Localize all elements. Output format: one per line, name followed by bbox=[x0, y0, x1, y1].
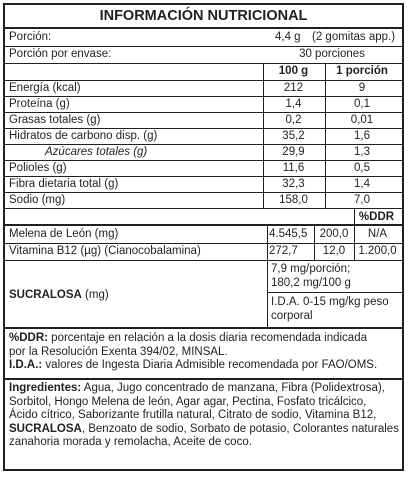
nutrient-name: Fibra dietaria total (g) bbox=[9, 178, 119, 190]
divider bbox=[267, 292, 402, 293]
extra-name: Vitamina B12 (µg) (Cianocobalamina) bbox=[9, 245, 201, 257]
nutrient-name: Energía (kcal) bbox=[9, 82, 81, 94]
divider bbox=[5, 46, 402, 47]
extra-value-portion: 12,0 bbox=[322, 245, 346, 257]
sucralose-ida-line2: corporal bbox=[271, 310, 313, 322]
ida-note-text: valores de Ingesta Diaria Admisible recomendada por FAO/OMS. bbox=[42, 359, 378, 371]
nutrient-value-100g: 0,2 bbox=[285, 114, 302, 126]
nutrient-name: Polioles (g) bbox=[9, 162, 67, 174]
nutrient-value-100g: 158,0 bbox=[279, 194, 308, 206]
ingredients-line-3: Ácido cítrico, Saborizante frutilla natural, Citrato de sodio, Vitamina B12, bbox=[9, 409, 377, 421]
ingredients-line-1: Agua, Jugo concentrado de manzana, Fibra (Polidextrosa), bbox=[81, 382, 385, 394]
extra-value-portion: 200,0 bbox=[319, 228, 349, 240]
column-divider bbox=[267, 224, 268, 261]
ingredients-label: Ingredientes: bbox=[9, 382, 82, 394]
nutrient-value-portion: 0,01 bbox=[350, 114, 374, 126]
nutrient-name: Grasas totales (g) bbox=[9, 114, 101, 126]
divider bbox=[5, 27, 402, 29]
label-title: INFORMACIÓN NUTRICIONAL bbox=[99, 8, 308, 24]
nutrient-name-sub: Azúcares totales (g) bbox=[45, 146, 148, 158]
column-divider bbox=[354, 208, 355, 224]
nutrient-name: Proteína (g) bbox=[9, 98, 70, 110]
per-pack-value: 30 porciones bbox=[299, 48, 365, 60]
divider bbox=[5, 192, 402, 193]
divider bbox=[5, 63, 402, 64]
ida-note-label: I.D.A.: bbox=[9, 359, 43, 371]
column-divider bbox=[314, 224, 315, 261]
extra-name: Melena de León (mg) bbox=[9, 228, 119, 240]
sucralose-ida-line1: I.D.A. 0-15 mg/kg peso bbox=[271, 296, 389, 308]
divider bbox=[5, 327, 402, 329]
nutrient-value-100g: 35,2 bbox=[282, 130, 305, 142]
divider bbox=[5, 176, 402, 177]
nutrition-facts-label bbox=[3, 3, 404, 471]
nutrient-value-100g: 32,3 bbox=[282, 178, 305, 190]
column-divider bbox=[354, 224, 355, 261]
ddr-header: %DDR bbox=[358, 211, 395, 223]
ddr-note bbox=[9, 332, 399, 373]
nutrient-value-100g: 212 bbox=[283, 82, 304, 94]
ingredients-line-2: Sorbitol, Hongo Melena de león, Agar agar, Pectina, Fosfato tricálcico, bbox=[9, 395, 367, 408]
divider bbox=[5, 378, 402, 380]
nutrient-value-portion: 7,0 bbox=[354, 194, 370, 206]
sucralose-per-100g: 180,2 mg/100 g bbox=[271, 277, 351, 289]
divider bbox=[5, 144, 402, 145]
column-header-portion: 1 porción bbox=[336, 65, 388, 77]
divider bbox=[5, 260, 402, 261]
portion-value: 4,4 g bbox=[275, 31, 301, 43]
portion-note: (2 gomitas app.) bbox=[312, 31, 396, 43]
extra-value-100g: 4.545,5 bbox=[269, 228, 308, 240]
divider bbox=[5, 112, 402, 113]
nutrient-value-100g: 1,4 bbox=[285, 98, 302, 110]
ingredients-line-5: zanahoria morada y remolacha, Aceite de coco. bbox=[9, 436, 252, 448]
nutrient-name: Sodio (mg) bbox=[9, 194, 66, 206]
nutrient-value-portion: 0,5 bbox=[354, 162, 370, 174]
extra-value-ddr: 1.200,0 bbox=[358, 245, 397, 257]
ddr-note-label: %DDR: bbox=[9, 332, 48, 344]
nutrient-name: Hidratos de carbono disp. (g) bbox=[9, 130, 158, 142]
nutrient-value-100g: 29,9 bbox=[282, 146, 305, 158]
column-header-100g: 100 g bbox=[278, 65, 309, 77]
ddr-note-text: porcentaje en relación a la dosis diaria recomendada indicada bbox=[47, 332, 367, 344]
nutrient-value-portion: 1,4 bbox=[354, 178, 370, 190]
divider bbox=[5, 96, 402, 97]
nutrient-value-portion: 0,1 bbox=[354, 98, 370, 110]
extra-value-ddr: N/A bbox=[367, 228, 388, 240]
divider bbox=[5, 243, 402, 244]
divider bbox=[5, 208, 402, 209]
nutrient-value-portion: 9 bbox=[358, 82, 366, 94]
sucralose-unit: (mg) bbox=[81, 289, 109, 301]
divider bbox=[5, 224, 402, 226]
ingredients-text bbox=[9, 382, 399, 450]
divider bbox=[5, 160, 402, 161]
nutrient-value-portion: 1,6 bbox=[354, 130, 370, 142]
extra-value-100g: 272,7 bbox=[269, 245, 298, 257]
ingredients-line-4: , Benzoato de sodio, Sorbato de potasio, Colorantes naturales bbox=[81, 422, 399, 435]
ingredients-sucralose: SUCRALOSA bbox=[9, 422, 82, 435]
nutrient-value-100g: 11,6 bbox=[282, 162, 305, 174]
nutrient-value-portion: 1,3 bbox=[354, 146, 370, 158]
divider bbox=[5, 128, 402, 129]
ddr-note-text-2: por la Resolución Exenta 394/02, MINSAL. bbox=[9, 345, 228, 358]
column-divider bbox=[325, 63, 326, 209]
sucralose-name bbox=[9, 289, 109, 302]
sucralose-per-portion: 7,9 mg/porción; bbox=[271, 263, 351, 275]
sucralose-name-bold: SUCRALOSA bbox=[9, 289, 82, 301]
portion-label: Porción: bbox=[9, 31, 52, 43]
column-divider bbox=[267, 260, 268, 328]
per-pack-label: Porción por envase: bbox=[9, 48, 112, 60]
column-divider bbox=[263, 63, 264, 209]
divider bbox=[5, 80, 402, 81]
